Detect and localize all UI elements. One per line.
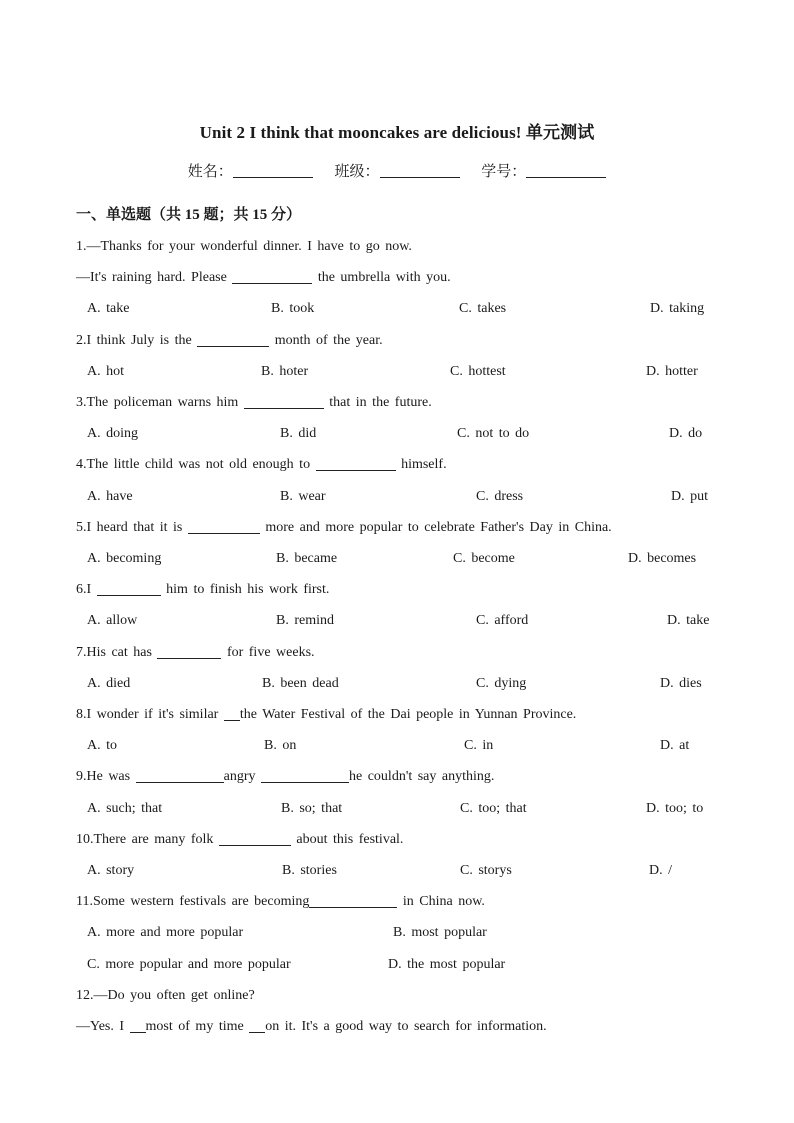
stem-text: that in the future. [323, 395, 432, 410]
stem-text: —Yes. I [76, 1019, 130, 1034]
stem-text: 7.His cat has [76, 645, 158, 660]
stem-text: 11.Some western festivals are becoming [76, 894, 310, 909]
name-blank[interactable] [233, 163, 313, 178]
question-10-stem [76, 832, 403, 848]
question-5-option-b[interactable]: B. became [276, 551, 338, 566]
question-4-option-a[interactable]: A. have [87, 489, 133, 504]
question-1-option-d[interactable]: D. taking [650, 301, 705, 316]
question-1-stem-a: 1.—Thanks for your wonderful dinner. I have to go now. [76, 239, 412, 254]
name-field [188, 160, 313, 181]
stem-text: the Water Festival of the Dai people in Yunnan Province. [239, 707, 577, 722]
answer-blank[interactable] [130, 1019, 146, 1033]
stem-text: 9.He was [76, 769, 136, 784]
question-10-option-b[interactable]: B. stories [282, 863, 337, 878]
question-7-option-b[interactable]: B. been dead [262, 676, 339, 691]
stem-text: himself. [395, 457, 447, 472]
question-2-option-d[interactable]: D. hotter [646, 364, 698, 379]
question-1-stem-b [76, 270, 451, 286]
question-11-option-d[interactable]: D. the most popular [388, 957, 506, 972]
question-9-option-b[interactable]: B. so; that [281, 801, 343, 816]
question-12-stem-b [76, 1019, 547, 1035]
stem-text: angry [223, 769, 261, 784]
student-info-row [0, 160, 794, 181]
stem-text: more and more popular to celebrate Father's Day in China. [259, 520, 612, 535]
question-11-option-a[interactable]: A. more and more popular [87, 925, 244, 940]
question-10-option-c[interactable]: C. storys [460, 863, 512, 878]
question-2-stem [76, 333, 383, 349]
question-2-option-b[interactable]: B. hoter [261, 364, 309, 379]
question-8-stem [76, 707, 576, 723]
question-11-option-c[interactable]: C. more popular and more popular [87, 957, 291, 972]
stem-text: 8.I wonder if it's similar [76, 707, 224, 722]
question-5-option-c[interactable]: C. become [453, 551, 515, 566]
answer-blank[interactable] [197, 333, 269, 347]
question-5-option-d[interactable]: D. becomes [628, 551, 697, 566]
class-field [334, 160, 459, 181]
answer-blank[interactable] [309, 894, 397, 908]
class-blank[interactable] [380, 163, 460, 178]
question-1-option-c[interactable]: C. takes [459, 301, 507, 316]
answer-blank[interactable] [316, 457, 396, 471]
question-10-option-d[interactable]: D. / [649, 863, 672, 878]
question-3-stem [76, 395, 432, 411]
answer-blank[interactable] [219, 832, 291, 846]
question-7-option-a[interactable]: A. died [87, 676, 131, 691]
question-8-option-d[interactable]: D. at [660, 738, 690, 753]
stem-text: 6.I [76, 582, 97, 597]
question-7-option-d[interactable]: D. dies [660, 676, 702, 691]
question-8-option-c[interactable]: C. in [464, 738, 494, 753]
question-2-option-c[interactable]: C. hottest [450, 364, 506, 379]
stem-text: 2.I think July is the [76, 333, 198, 348]
stem-text: on it. It's a good way to search for information. [265, 1019, 547, 1034]
question-9-stem [76, 769, 494, 785]
question-4-option-b[interactable]: B. wear [280, 489, 326, 504]
question-6-option-c[interactable]: C. afford [476, 613, 529, 628]
answer-blank[interactable] [157, 645, 221, 659]
answer-blank[interactable] [232, 270, 312, 284]
stem-text: about this festival. [290, 832, 404, 847]
question-8-option-a[interactable]: A. to [87, 738, 117, 753]
question-4-option-c[interactable]: C. dress [476, 489, 524, 504]
question-11-stem [76, 894, 485, 910]
stem-text: —It's raining hard. Please [76, 270, 233, 285]
question-3-option-b[interactable]: B. did [280, 426, 317, 441]
question-8-option-b[interactable]: B. on [264, 738, 297, 753]
section-heading: 一、单选题（共 15 题；共 15 分） [76, 207, 302, 223]
stem-text: 4.The little child was not old enough to [76, 457, 316, 472]
question-9-option-a[interactable]: A. such; that [87, 801, 163, 816]
class-label: 班级： [334, 164, 380, 180]
question-12-stem-a: 12.—Do you often get online? [76, 988, 255, 1003]
question-4-option-d[interactable]: D. put [671, 489, 708, 504]
question-1-option-b[interactable]: B. took [271, 301, 315, 316]
question-10-option-a[interactable]: A. story [87, 863, 135, 878]
question-6-option-d[interactable]: D. take [667, 613, 710, 628]
question-11-option-b[interactable]: B. most popular [393, 925, 487, 940]
name-label: 姓名： [187, 164, 233, 180]
stem-text: in China now. [397, 894, 485, 909]
question-1-option-a[interactable]: A. take [87, 301, 130, 316]
question-6-stem [76, 582, 329, 598]
stem-text: the umbrella with you. [312, 270, 451, 285]
number-field [481, 160, 606, 181]
stem-text: most of my time [145, 1019, 250, 1034]
answer-blank[interactable] [224, 707, 240, 721]
question-6-option-a[interactable]: A. allow [87, 613, 138, 628]
page-title: Unit 2 I think that mooncakes are delicious! 单元测试 [199, 123, 595, 142]
stem-text: he couldn't say anything. [349, 769, 495, 784]
question-5-stem [76, 520, 612, 536]
answer-blank[interactable] [136, 769, 224, 783]
question-9-option-c[interactable]: C. too; that [460, 801, 527, 816]
question-3-option-c[interactable]: C. not to do [457, 426, 530, 441]
question-7-option-c[interactable]: C. dying [476, 676, 527, 691]
number-blank[interactable] [526, 163, 606, 178]
question-5-option-a[interactable]: A. becoming [87, 551, 162, 566]
stem-text: 3.The policeman warns him [76, 395, 244, 410]
answer-blank[interactable] [188, 520, 260, 534]
question-2-option-a[interactable]: A. hot [87, 364, 124, 379]
question-6-option-b[interactable]: B. remind [276, 613, 334, 628]
answer-blank[interactable] [97, 582, 161, 596]
answer-blank[interactable] [261, 769, 349, 783]
stem-text: month of the year. [269, 333, 383, 348]
answer-blank[interactable] [244, 395, 324, 409]
stem-text: him to finish his work first. [160, 582, 330, 597]
question-3-option-d[interactable]: D. do [669, 426, 703, 441]
question-9-option-d[interactable]: D. too; to [646, 801, 704, 816]
stem-text: 5.I heard that it is [76, 520, 188, 535]
number-label: 学号： [481, 164, 527, 180]
answer-blank[interactable] [249, 1019, 265, 1033]
question-7-stem [76, 645, 315, 661]
question-3-option-a[interactable]: A. doing [87, 426, 138, 441]
stem-text: for five weeks. [221, 645, 315, 660]
question-4-stem [76, 457, 447, 473]
stem-text: 10.There are many folk [76, 832, 219, 847]
